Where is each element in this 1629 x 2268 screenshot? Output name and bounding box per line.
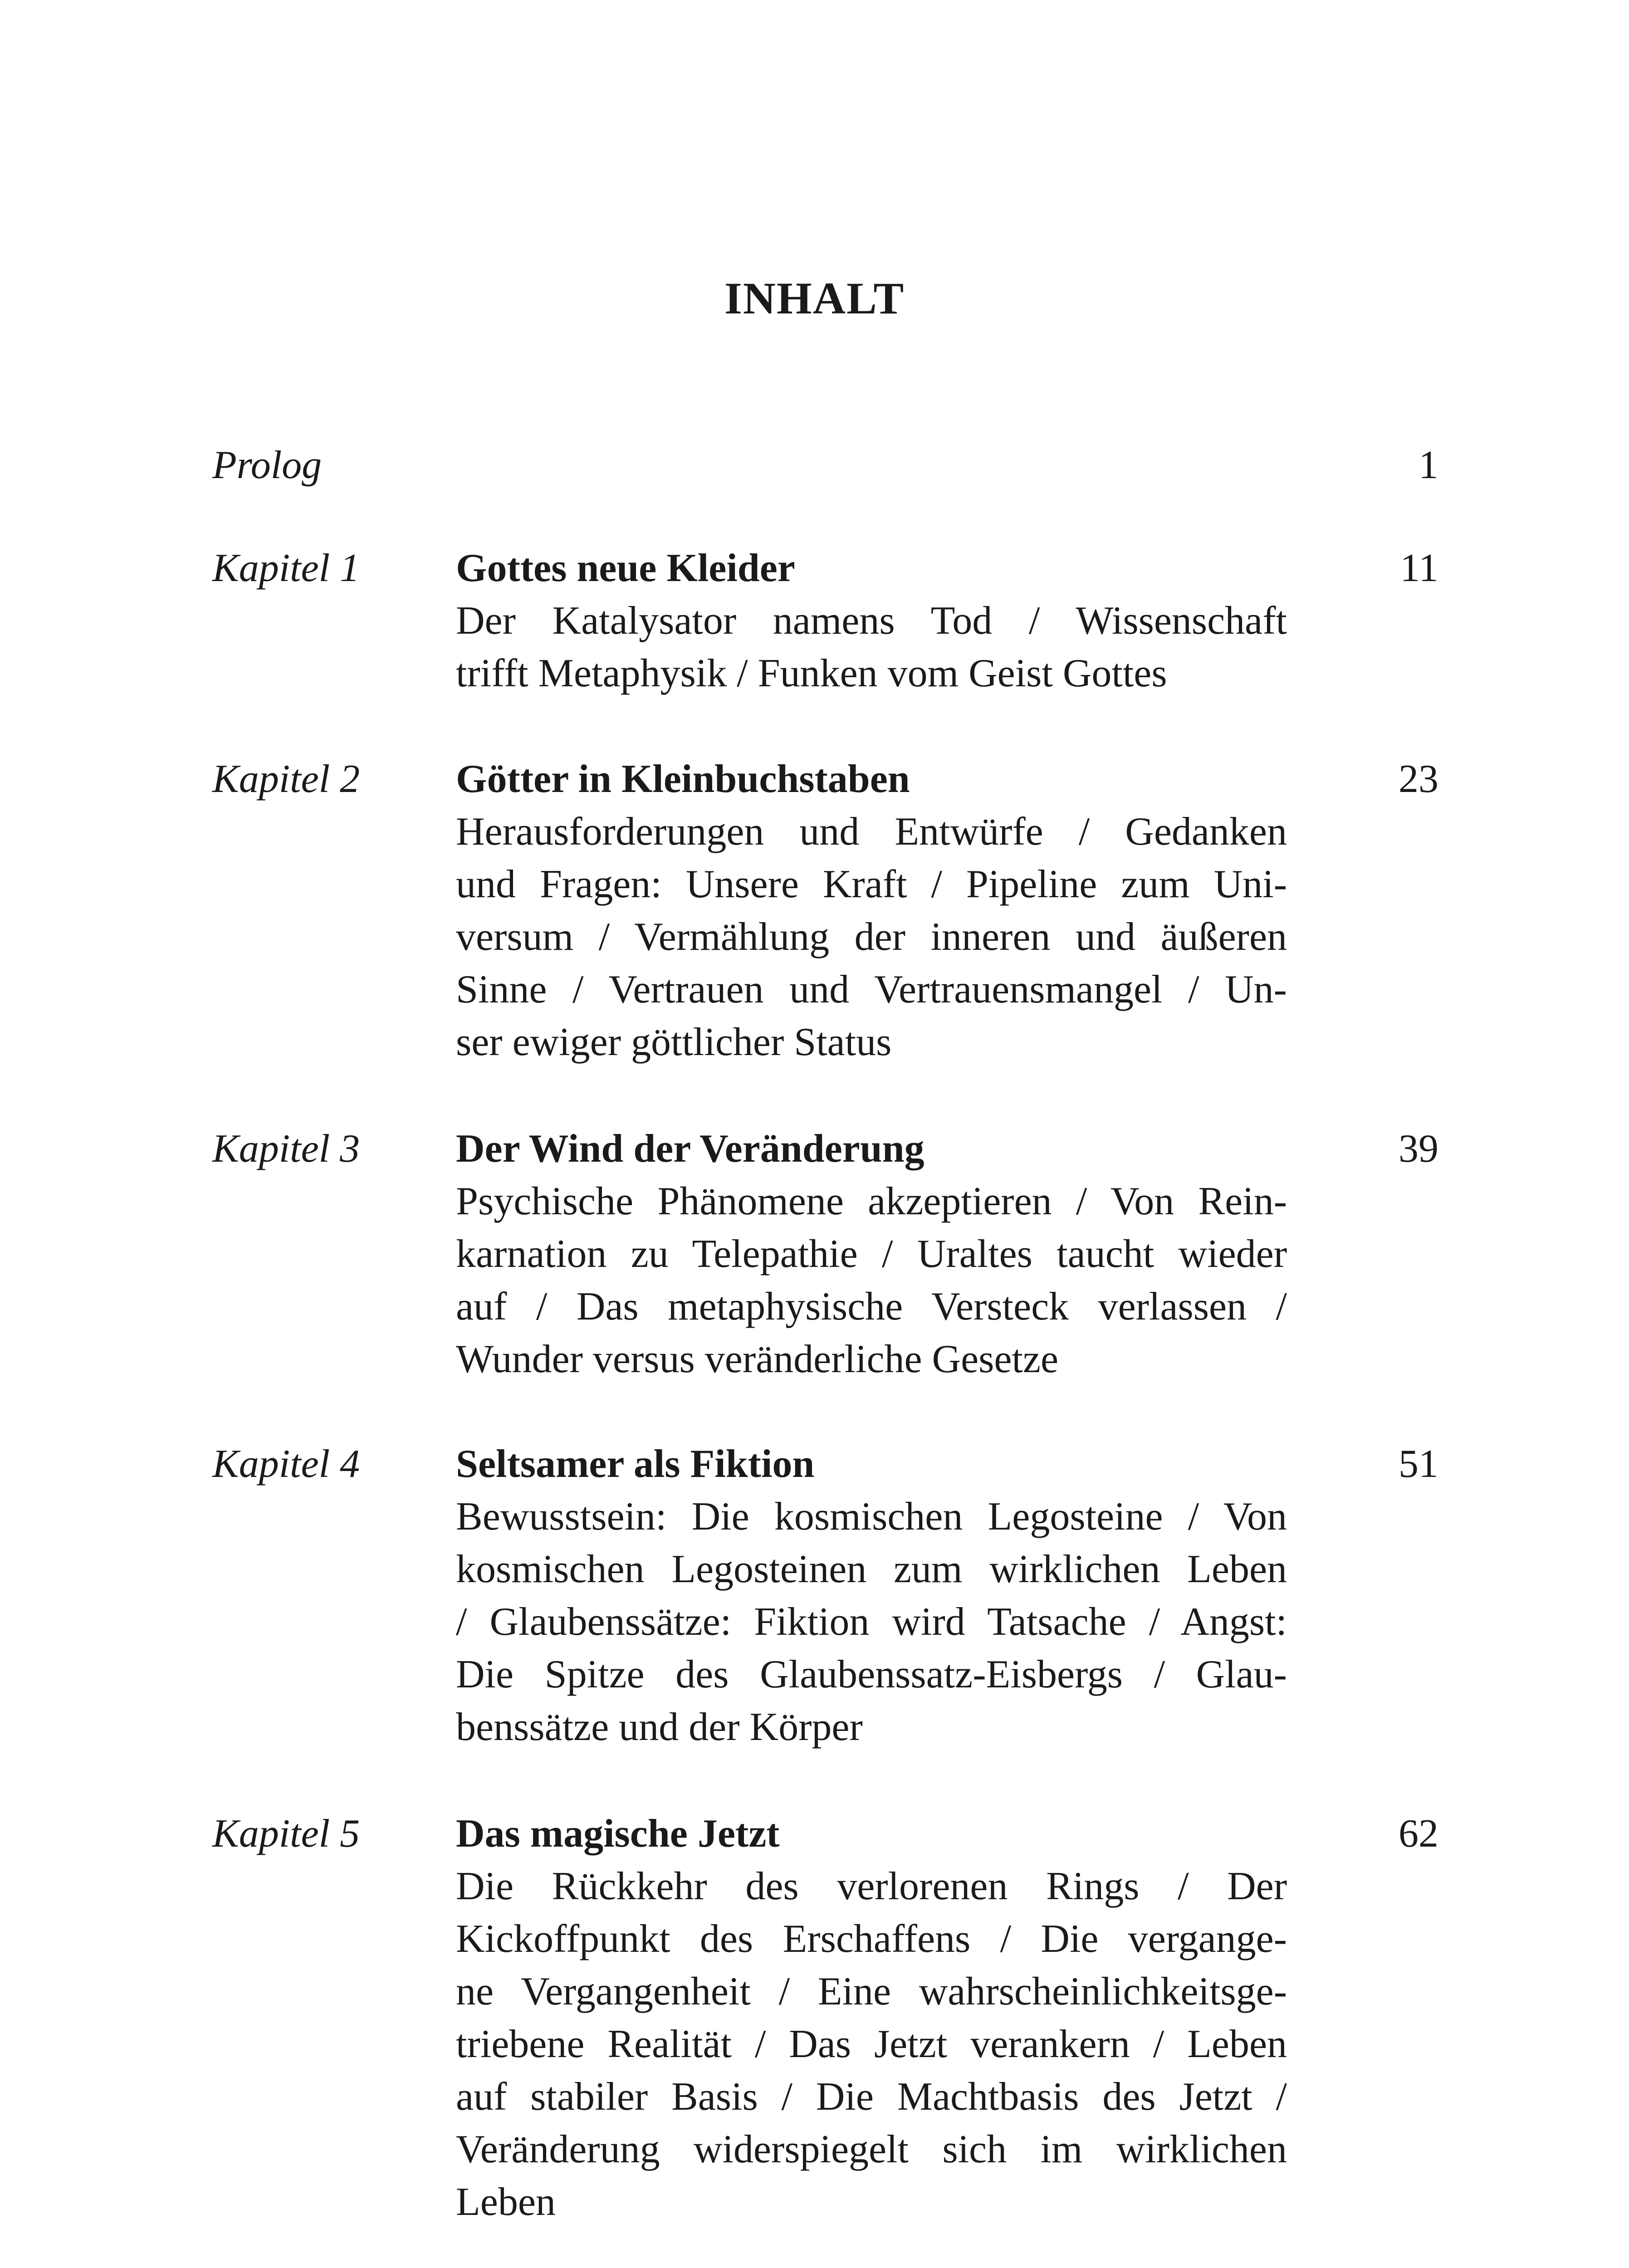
description-line: / Glaubenssätze: Fiktion wird Tatsache / Angst: bbox=[456, 1600, 1287, 1644]
description-line: benssätze und der Körper bbox=[456, 1705, 863, 1749]
description-line: auf / Das metaphysische Versteck verlassen / bbox=[456, 1285, 1287, 1329]
toc-page-number: 62 bbox=[1399, 1812, 1438, 1856]
chapter-heading: Gottes neue Kleider bbox=[456, 546, 795, 590]
description-line: trifft Metaphysik / Funken vom Geist Gottes bbox=[456, 651, 1167, 695]
description-line: Kickoffpunkt des Erschaffens / Die vergange- bbox=[456, 1917, 1287, 1961]
chapter-heading: Seltsamer als Fiktion bbox=[456, 1442, 815, 1486]
description-line: kosmischen Legosteinen zum wirklichen Leben bbox=[456, 1547, 1287, 1591]
toc-page-number: 51 bbox=[1399, 1442, 1438, 1486]
toc-body bbox=[456, 753, 1287, 1069]
toc-page-number: 11 bbox=[1400, 546, 1438, 590]
description-line: Die Spitze des Glaubenssatz-Eisbergs / Glau- bbox=[456, 1652, 1287, 1696]
toc-label: Kapitel 4 bbox=[212, 1442, 360, 1486]
description-line: Herausforderungen und Entwürfe / Gedanken bbox=[456, 810, 1287, 854]
toc-body bbox=[456, 1438, 1287, 1754]
description-line: Veränderung widerspiegelt sich im wirklichen bbox=[456, 2127, 1287, 2171]
description-line: karnation zu Telepathie / Uraltes taucht wieder bbox=[456, 1232, 1287, 1276]
toc-body bbox=[456, 542, 1287, 700]
toc-label: Kapitel 2 bbox=[212, 757, 360, 801]
chapter-description bbox=[456, 595, 1287, 700]
page-title: INHALT bbox=[724, 273, 905, 323]
description-line: Bewusstsein: Die kosmischen Legosteine / Von bbox=[456, 1495, 1287, 1539]
toc-label: Kapitel 1 bbox=[212, 546, 360, 590]
description-line: und Fragen: Unsere Kraft / Pipeline zum Uni- bbox=[456, 862, 1287, 906]
toc-body bbox=[456, 1123, 1287, 1386]
description-line: Psychische Phänomene akzeptieren / Von Rein- bbox=[456, 1179, 1287, 1223]
description-line: triebene Realität / Das Jetzt verankern / Leben bbox=[456, 2022, 1287, 2066]
toc-page-number: 39 bbox=[1399, 1127, 1438, 1171]
description-line: Wunder versus veränderliche Gesetze bbox=[456, 1337, 1059, 1381]
chapter-description bbox=[456, 1491, 1287, 1754]
chapter-heading: Das magische Jetzt bbox=[456, 1812, 780, 1856]
toc-page-number: 23 bbox=[1399, 757, 1438, 801]
chapter-description bbox=[456, 1860, 1287, 2229]
chapter-description bbox=[456, 1175, 1287, 1386]
description-line: Der Katalysator namens Tod / Wissenschaft bbox=[456, 599, 1287, 643]
chapter-heading: Der Wind der Veränderung bbox=[456, 1127, 925, 1171]
toc-page-number: 1 bbox=[1419, 443, 1438, 487]
description-line: Sinne / Vertrauen und Vertrauensmangel / Un- bbox=[456, 968, 1287, 1012]
description-line: ne Vergangenheit / Eine wahrscheinlichkeitsge- bbox=[456, 1970, 1287, 2014]
description-line: ser ewiger göttlicher Status bbox=[456, 1020, 892, 1064]
description-line: versum / Vermählung der inneren und äußeren bbox=[456, 915, 1287, 959]
description-line: auf stabiler Basis / Die Machtbasis des Jetzt / bbox=[456, 2075, 1287, 2119]
description-line: Leben bbox=[456, 2180, 556, 2224]
toc-label: Prolog bbox=[212, 443, 322, 487]
toc-label: Kapitel 3 bbox=[212, 1127, 360, 1171]
toc-label: Kapitel 5 bbox=[212, 1812, 360, 1856]
toc-body bbox=[456, 1808, 1287, 2229]
chapter-description bbox=[456, 806, 1287, 1069]
description-line: Die Rückkehr des verlorenen Rings / Der bbox=[456, 1864, 1287, 1908]
chapter-heading: Götter in Kleinbuchstaben bbox=[456, 757, 910, 801]
